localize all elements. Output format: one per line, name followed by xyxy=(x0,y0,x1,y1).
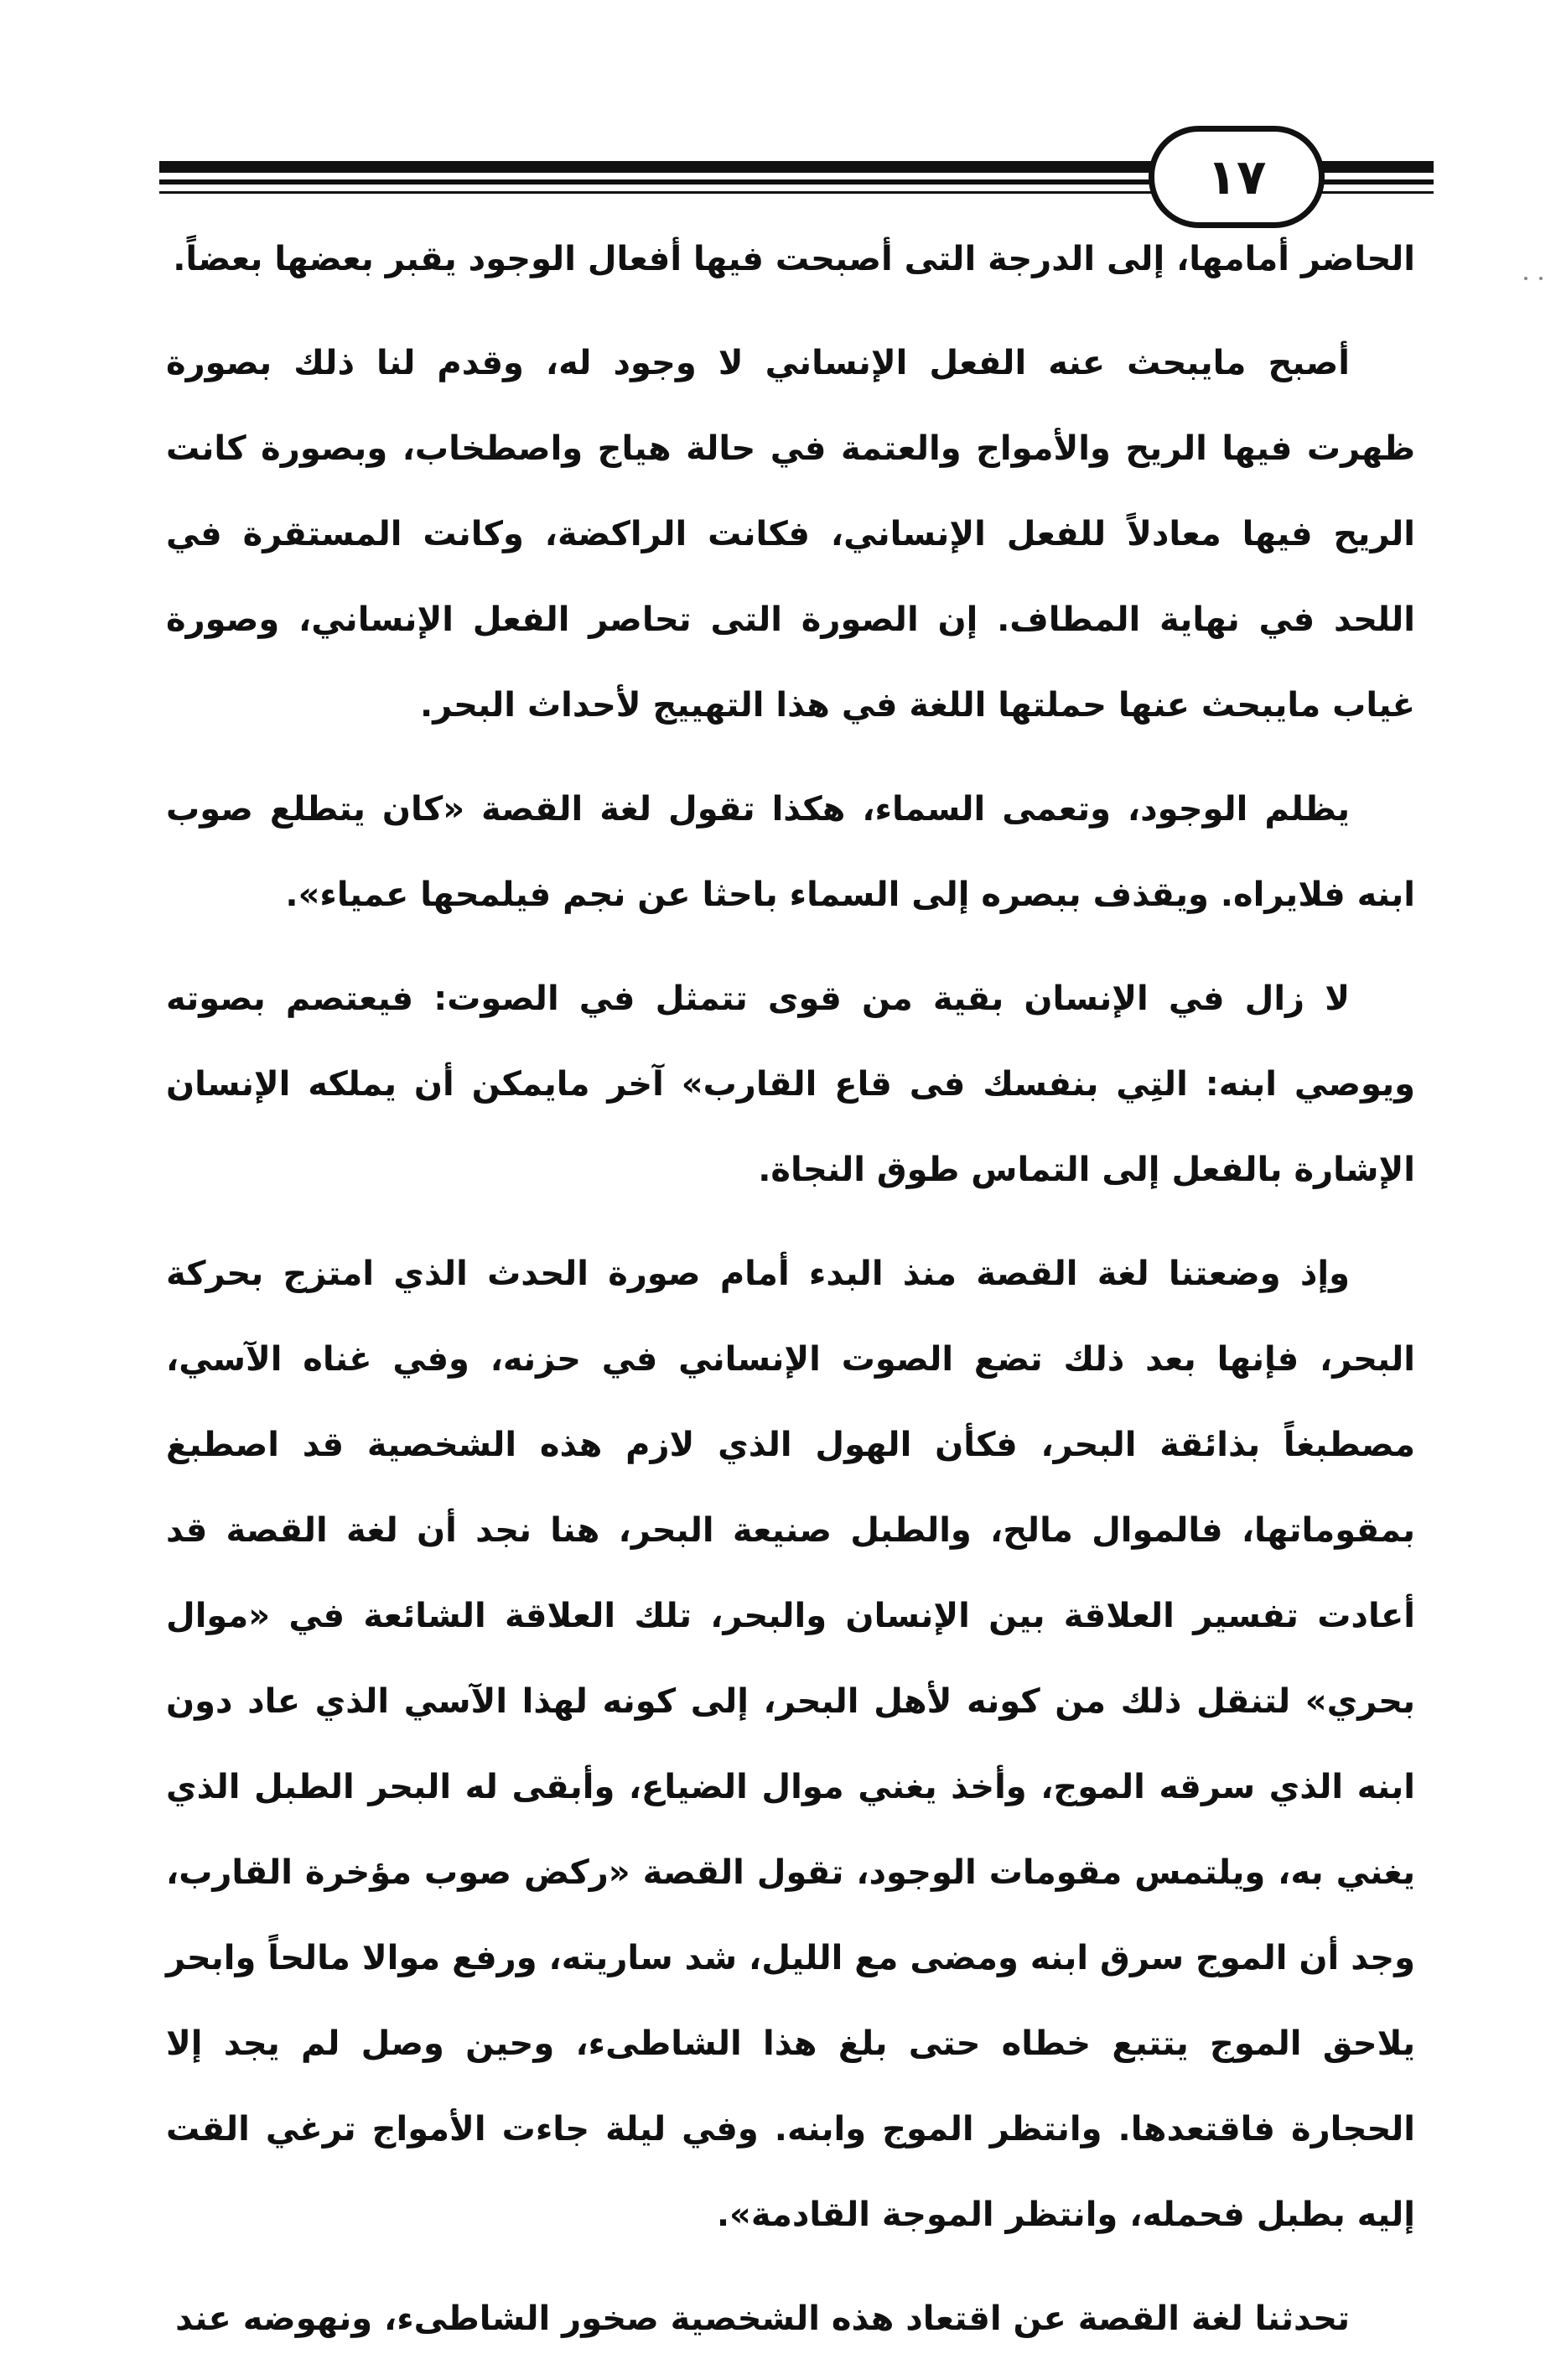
scan-speck xyxy=(1539,277,1543,280)
paragraph-2: أصبح مايبحث عنه الفعل الإنساني لا وجود له، وقدم لنا ذلك بصورة ظهرت فيها الريح والأمواج والعتمة في حالة هياج واصطخاب، وبصورة كانت الريح فيها معادلاً للفعل الإنساني، فكانت الراكضة، وكانت المستقرة في اللحد في نهاية المطاف. إن الصورة التى تحاصر الفعل الإنساني، وصورة غياب مايبحث عنها حملتها اللغة في هذا التهييج لأحداث البحر. xyxy=(166,344,1415,725)
paragraph-6: تحدثنا لغة القصة عن اقتعاد هذه الشخصية صخور الشاطىء، ونهوضه عند xyxy=(175,2299,1350,2338)
paragraph-3: يظلم الوجود، وتعمى السماء، هكذا تقول لغة القصة «كان يتطلع صوب ابنه فلايراه. ويقذف ببصره إلى السماء باحثا عن نجم فيلمحها عمياء». xyxy=(166,790,1415,914)
body-text xyxy=(166,216,1415,2380)
paragraph-5: وإذ وضعتنا لغة القصة منذ البدء أمام صورة الحدث الذي امتزج بحركة البحر، فإنها بعد ذلك تضع الصوت الإنساني في حزنه، وفي غناه الآسي، مصطبغاً بذائقة البحر، فكأن الهول الذي لازم هذه الشخصية قد اصطبغ بمقوماتها، فالموال مالح، والطبل صنيعة البحر، هنا نجد أن لغة القصة قد أعادت تفسير العلاقة بين الإنسان والبحر، تلك العلاقة الشائعة في «موال بحري» لتنقل ذلك من كونه لأهل البحر، إلى كونه لهذا الآسي الذي عاد دون ابنه الذي سرقه الموج، وأخذ يغني موال الضياع، وأبقى له البحر الطبل الذي يغني به، ويلتمس مقومات الوجود، تقول القصة «ركض صوب مؤخرة القارب، وجد أن الموج سرق ابنه ومضى مع الليل، شد ساريته، ورفع موالا مالحاً وابحر يلاحق الموج يتتبع خطاه حتى بلغ هذا الشاطىء، وحين وصل لم يجد إلا الحجارة فاقتعدها. وانتظر الموج وابنه. وفي ليلة جاءت الأمواج ترغي القت إليه بطبل فحمله، وانتظر الموجة القادمة». xyxy=(166,1255,1415,2234)
paragraph-4: لا زال في الإنسان بقية من قوى تتمثل في الصوت: فيعتصم بصوته ويوصي ابنه: التِي بنفسك فى قاع القارب» آخر مايمكن أن يملكه الإنسان الإشارة بالفعل إلى التماس طوق النجاة. xyxy=(166,980,1415,1189)
paragraph-1: الحاضر أمامها، إلى الدرجة التى أصبحت فيها أفعال الوجود يقبر بعضها بعضاً. xyxy=(173,240,1415,278)
page-number: ١٧ xyxy=(1149,126,1325,228)
scan-speck xyxy=(1524,277,1527,280)
